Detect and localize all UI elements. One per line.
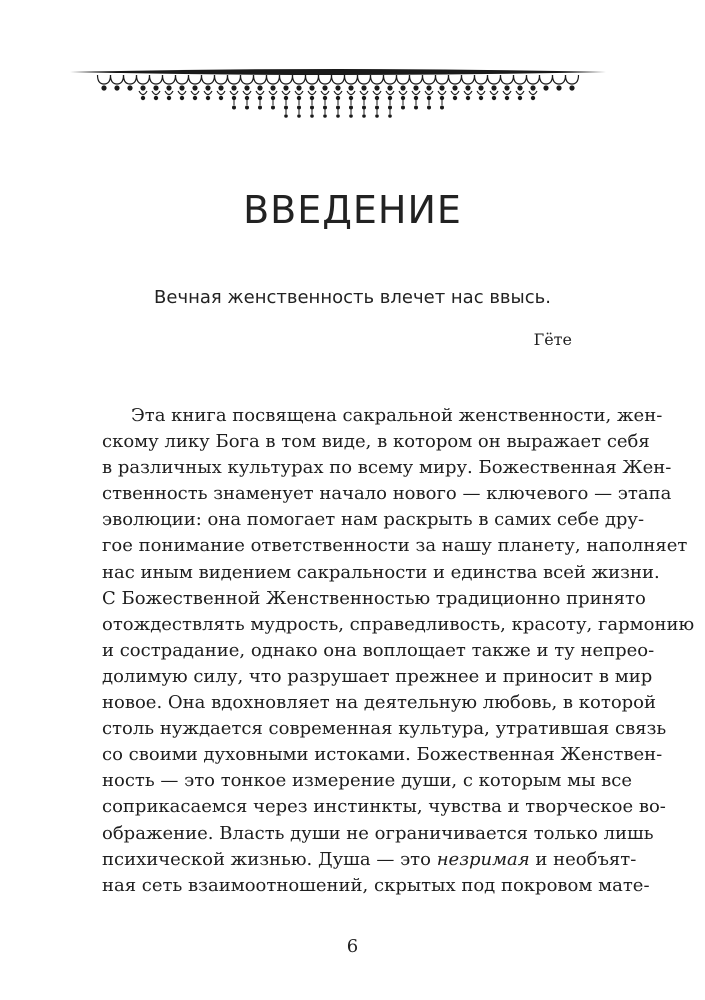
italic-word: незримая — [436, 848, 530, 870]
text-line: скому лику Бога в том виде, в котором он выражает себя — [102, 431, 650, 453]
text-line: соприкасаемся через инстинкты, чувства и творческое во- — [102, 796, 666, 818]
text-segment: психической жизнью. Душа — это — [102, 848, 437, 870]
text-line: новое. Она вдохновляет на деятельную любовь, в которой — [102, 692, 657, 714]
lace-border-ornament-icon — [70, 64, 606, 126]
text-line: столь нуждается современная культура, утратившая связь — [102, 718, 667, 740]
body-text — [102, 403, 695, 899]
text-line: ность — это тонкое измерение души, с которым мы все — [102, 770, 632, 792]
text-line: С Божественной Женственностью традиционно принято — [102, 587, 646, 609]
text-segment: и необъят- — [529, 848, 637, 870]
text-line: ственность знаменует начало нового — ключевого — этапа — [102, 483, 672, 505]
text-line: со своими духовными истоками. Божественная Женствен- — [102, 744, 663, 766]
epigraph-text: Вечная женственность влечет нас ввысь. — [154, 287, 551, 308]
chapter-title: ВВЕДЕНИЕ — [243, 188, 462, 232]
text-line: в различных культурах по всему миру. Божественная Жен- — [102, 457, 672, 479]
text-line — [102, 847, 637, 873]
text-line: эволюции: она помогает нам раскрыть в самих себе дру- — [102, 509, 645, 531]
text-line: гое понимание ответственности за нашу планету, наполняет — [102, 535, 688, 557]
epigraph-author: Гёте — [533, 330, 572, 349]
text-line: отождествлять мудрость, справедливость, красоту, гармонию — [102, 613, 695, 635]
text-line: ображение. Власть души не ограничивается только лишь — [102, 822, 654, 844]
text-line: Эта книга посвящена сакральной женственности, жен- — [131, 405, 663, 426]
text-line: ная сеть взаимоотношений, скрытых под покровом мате- — [102, 874, 650, 896]
text-line: нас иным видением сакральности и единства всей жизни. — [102, 561, 660, 583]
text-line: и сострадание, однако она воплощает также и ту непрео- — [102, 639, 655, 661]
text-line: долимую силу, что разрушает прежнее и приносит в мир — [102, 665, 653, 687]
page-number: 6 — [346, 936, 359, 957]
